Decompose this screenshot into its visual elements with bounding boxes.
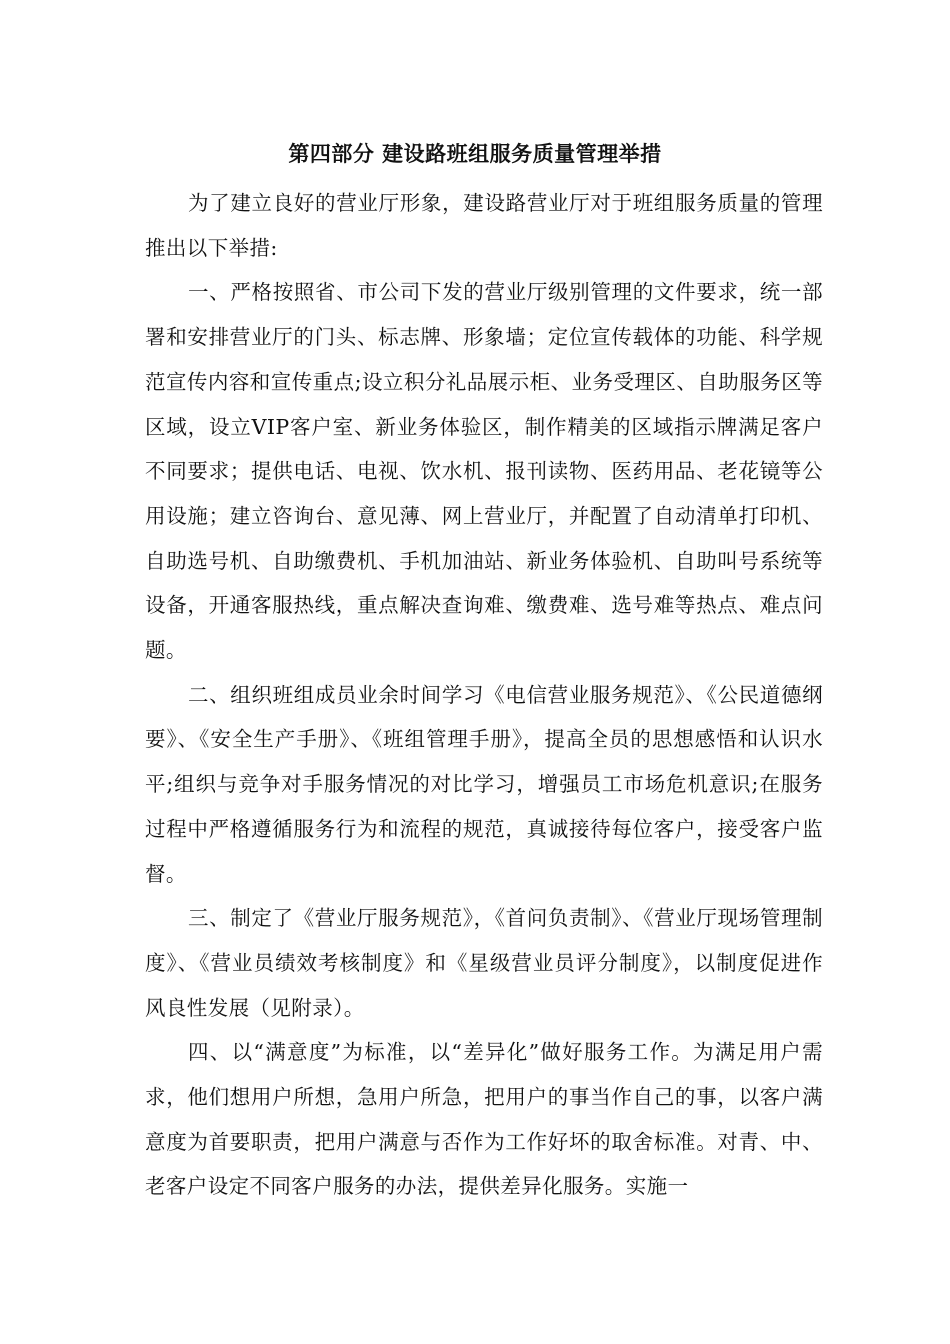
paragraph-measure-4: 四、以“满意度”为标准，以“差异化”做好服务工作。为满足用户需求，他们想用户所想，急用户所急，把用户的事当作自己的事，以客户满意度为首要职责，把用户满意与否作为工作好坏的取舍标准。对青、中、老客户设定不同客户服务的办法，提供差异化服务。实施一 [145, 1040, 823, 1199]
paragraph-measure-2: 二、组织班组成员业余时间学习《电信营业服务规范》、《公民道德纲要》、《安全生产手册》、《班组管理手册》，提高全员的思想感悟和认识水平;组织与竞争对手服务情况的对比学习，增强员工市场危机意识;在服务过程中严格遵循服务行为和流程的规范，真诚接待每位客户，接受客户监督。 [145, 682, 823, 886]
paragraph-intro: 为了建立良好的营业厅形象，建设路营业厅对于班组服务质量的管理推出以下举措: [145, 191, 823, 260]
document-body [145, 181, 823, 1209]
paragraph-measure-1: 一、严格按照省、市公司下发的营业厅级别管理的文件要求，统一部署和安排营业厅的门头、标志牌、形象墙；定位宣传载体的功能、科学规范宣传内容和宣传重点;设立积分礼品展示柜、业务受理区、自助服务区等区域，设立VIP客户室、新业务体验区，制作精美的区域指示牌满足客户不同要求；提供电话、电视、饮水机、报刊读物、医药用品、老花镜等公用设施；建立咨询台、意见薄、网上营业厅，并配置了自动清单打印机、自助选号机、自助缴费机、手机加油站、新业务体验机、自助叫号系统等设备，开通客服热线，重点解决查询难、缴费难、选号难等热点、难点问题。 [145, 280, 823, 663]
page-title: 第四部分 建设路班组服务质量管理举措 [288, 141, 662, 166]
paragraph-measure-3: 三、制定了《营业厅服务规范》，《首问负责制》、《营业厅现场管理制度》、《营业员绩效考核制度》和《星级营业员评分制度》，以制度促进作风良性发展（见附录）。 [145, 906, 823, 1020]
